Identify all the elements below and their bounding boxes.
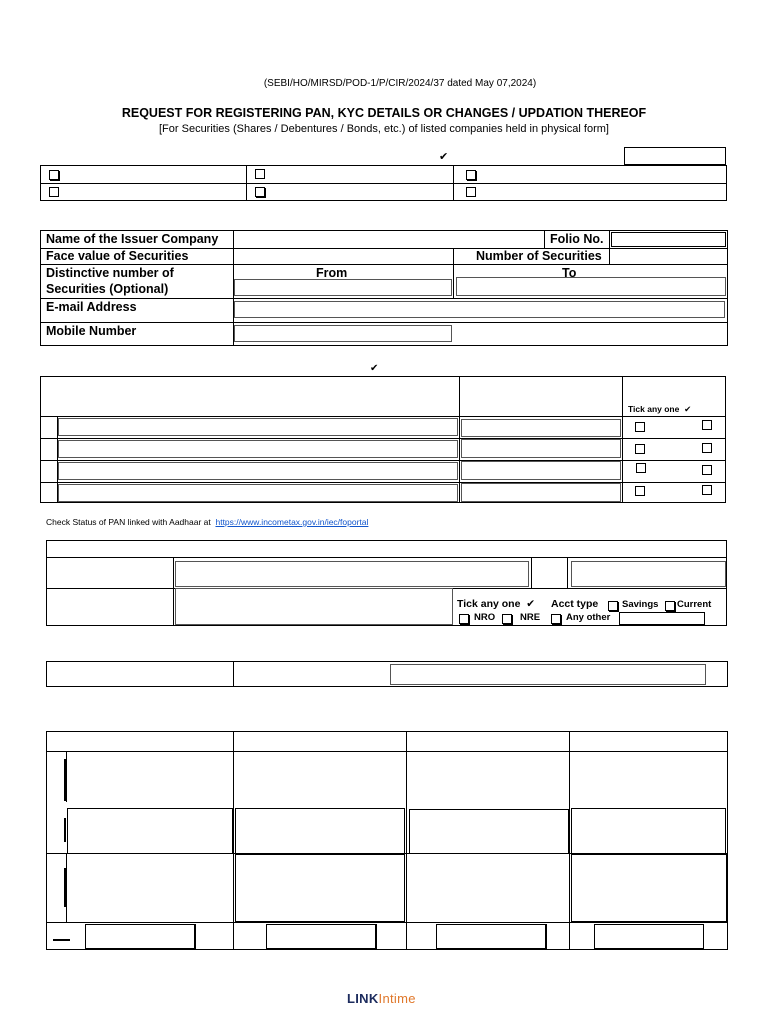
holder-name-input-2[interactable] xyxy=(58,440,458,458)
request-checkbox-5[interactable] xyxy=(255,187,265,197)
pan-aadhaar-link[interactable]: https://www.incometax.gov.in/iec/foportal xyxy=(215,517,369,527)
request-checkbox-6[interactable] xyxy=(466,187,476,197)
date-box[interactable] xyxy=(624,147,726,165)
holder-name-input-1[interactable] xyxy=(58,418,458,436)
holder-2-checkbox-no[interactable] xyxy=(702,443,712,453)
request-type-grid xyxy=(40,165,727,201)
holder-pan-input-3[interactable] xyxy=(461,461,621,480)
nre-label: NRE xyxy=(520,612,541,623)
distinctive-label-2: Securities (Optional) xyxy=(46,282,169,296)
single-row-input[interactable] xyxy=(390,664,706,685)
logo-link-text: LINK xyxy=(347,991,379,1006)
any-other-checkbox[interactable] xyxy=(551,614,561,624)
link-intime-logo xyxy=(347,991,416,1006)
request-checkbox-2[interactable] xyxy=(255,169,265,179)
holder-3-checkbox-yes[interactable] xyxy=(636,463,646,473)
savings-checkbox[interactable] xyxy=(608,601,618,611)
folio-input[interactable] xyxy=(611,232,726,247)
signature-cell-2a[interactable] xyxy=(67,808,233,854)
from-input[interactable] xyxy=(234,279,452,296)
pan-aadhaar-note: Check Status of PAN linked with Aadhaar at https://www.incometax.gov.in/iec/foportal xyxy=(46,517,369,527)
date-input-4[interactable] xyxy=(594,924,704,949)
signature-cell-3b[interactable] xyxy=(235,854,405,922)
holders-tick-mark: ✔ xyxy=(370,363,379,374)
distinctive-label-1: Distinctive number of xyxy=(46,266,174,280)
bank-name-input[interactable] xyxy=(175,561,529,587)
form-title: REQUEST FOR REGISTERING PAN, KYC DETAILS OR CHANGES / UPDATION THEREOF xyxy=(121,106,647,120)
tick-mark: ✔ xyxy=(439,151,449,163)
acct-type-label: Acct type xyxy=(551,598,599,610)
signature-cell-2d[interactable] xyxy=(571,808,726,854)
issuer-company-label: Name of the Issuer Company xyxy=(46,232,219,246)
mobile-label: Mobile Number xyxy=(46,324,137,338)
nro-label: NRO xyxy=(474,612,496,623)
holder-3-checkbox-no[interactable] xyxy=(702,465,712,475)
bank-account-input[interactable] xyxy=(175,588,453,625)
form-subtitle: [For Securities (Shares / Debentures / Bonds, etc.) of listed companies held in physical form] xyxy=(159,123,609,135)
savings-label: Savings xyxy=(622,599,659,610)
email-label: E-mail Address xyxy=(46,300,137,314)
request-checkbox-4[interactable] xyxy=(49,187,59,197)
from-label: From xyxy=(316,266,348,280)
holders-tick-any-one: Tick any one ✔ xyxy=(628,404,692,414)
current-checkbox[interactable] xyxy=(665,601,675,611)
date-input-1[interactable] xyxy=(85,924,195,949)
holder-pan-input-4[interactable] xyxy=(461,483,621,502)
holder-4-checkbox-yes[interactable] xyxy=(635,486,645,496)
request-checkbox-3[interactable] xyxy=(466,170,476,180)
current-label: Current xyxy=(677,599,712,610)
email-input[interactable] xyxy=(234,301,725,318)
folio-label: Folio No. xyxy=(550,232,604,246)
acct-tick-any-one: Tick any one ✔ xyxy=(457,598,536,610)
face-value-label: Face value of Securities xyxy=(46,249,189,263)
holder-pan-input-1[interactable] xyxy=(461,419,621,437)
signature-cell-2b[interactable] xyxy=(235,808,405,854)
signature-cell-3d[interactable] xyxy=(571,854,727,922)
date-input-2[interactable] xyxy=(266,924,376,949)
holder-1-checkbox-yes[interactable] xyxy=(635,422,645,432)
circular-reference: (SEBI/HO/MIRSD/POD-1/P/CIR/2024/37 dated May 07,2024) xyxy=(263,78,537,89)
number-of-securities-label: Number of Securities xyxy=(476,249,602,263)
holder-4-checkbox-no[interactable] xyxy=(702,485,712,495)
nre-checkbox[interactable] xyxy=(502,614,512,624)
to-input[interactable] xyxy=(456,277,726,296)
holder-name-input-4[interactable] xyxy=(58,484,458,502)
to-label: To xyxy=(562,266,577,280)
holder-1-checkbox-no[interactable] xyxy=(702,420,712,430)
request-checkbox-1[interactable] xyxy=(49,170,59,180)
any-other-label: Any other xyxy=(566,612,611,623)
bank-ifsc-input[interactable] xyxy=(571,561,726,587)
mobile-input[interactable] xyxy=(234,325,452,342)
signature-cell-2c[interactable] xyxy=(409,809,569,854)
holder-2-checkbox-yes[interactable] xyxy=(635,444,645,454)
date-input-3[interactable] xyxy=(436,924,546,949)
holder-pan-input-2[interactable] xyxy=(461,439,621,458)
logo-intime-text: Intime xyxy=(378,991,416,1006)
any-other-input[interactable] xyxy=(619,612,705,625)
holder-name-input-3[interactable] xyxy=(58,462,458,480)
nro-checkbox[interactable] xyxy=(459,614,469,624)
